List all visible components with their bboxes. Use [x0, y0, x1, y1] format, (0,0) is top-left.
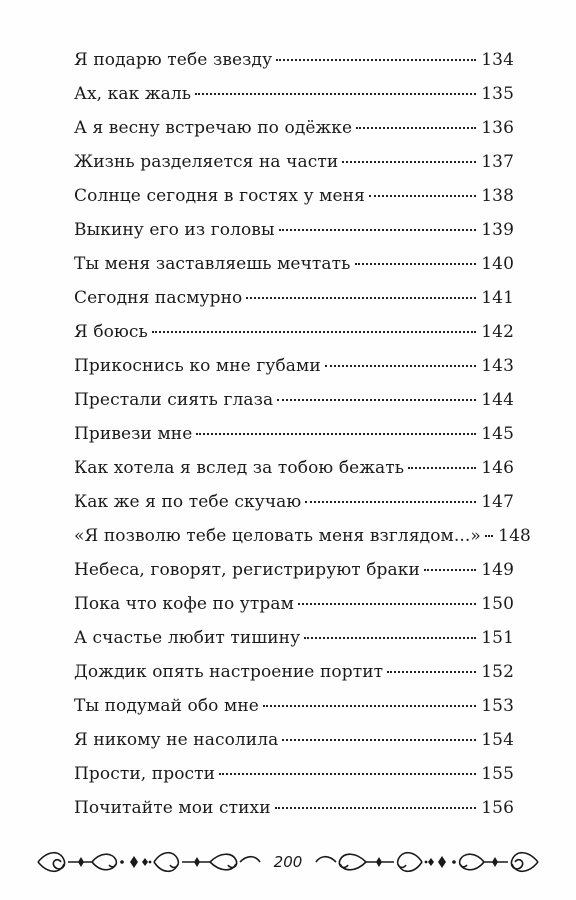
toc-entry-title: Жизнь разделяется на части [74, 152, 339, 172]
toc-entry-page-number: 136 [481, 118, 514, 138]
toc-entry [74, 458, 514, 492]
toc-entry-page-number: 147 [481, 492, 514, 512]
toc-entry [74, 84, 514, 118]
dot-leader [356, 127, 476, 129]
toc-entry-title: Небеса, говорят, регистрируют браки [74, 560, 420, 580]
toc-entry-page-number: 146 [481, 458, 514, 478]
dot-leader [277, 399, 476, 401]
toc-entry-page-number: 148 [498, 526, 531, 546]
toc-entry-title: Пока что кофе по утрам [74, 594, 294, 614]
dot-leader [355, 263, 476, 265]
table-of-contents [74, 50, 531, 832]
toc-entry-title: Ты подумай обо мне [74, 696, 259, 716]
dot-leader [342, 161, 476, 163]
dot-leader [282, 739, 476, 741]
dot-leader [304, 637, 476, 639]
toc-entry [74, 118, 514, 152]
toc-entry-title: Почитайте мои стихи [74, 798, 271, 818]
toc-entry [74, 288, 514, 322]
toc-entry-page-number: 142 [481, 322, 514, 342]
dot-leader [219, 773, 476, 775]
toc-entry-title: А счастье любит тишину [74, 628, 301, 648]
toc-entry-title: Как же я по тебе скучаю [74, 492, 302, 512]
toc-entry [74, 628, 514, 662]
toc-entry-title: Дождик опять настроение портит [74, 662, 384, 682]
toc-entry-page-number: 139 [481, 220, 514, 240]
dot-leader [424, 569, 476, 571]
toc-entry [74, 356, 514, 390]
toc-entry [74, 390, 514, 424]
toc-entry [74, 662, 514, 696]
toc-entry [74, 492, 514, 526]
toc-entry-title: А я весну встречаю по одёжке [74, 118, 353, 138]
dot-leader [195, 93, 476, 95]
toc-entry [74, 220, 514, 254]
toc-entry-title: Сегодня пасмурно [74, 288, 243, 308]
dot-leader [485, 535, 493, 537]
toc-entry-page-number: 138 [481, 186, 514, 206]
toc-entry-page-number: 144 [481, 390, 514, 410]
toc-entry-title: «Я позволю тебе целовать меня взглядом...» [74, 526, 481, 546]
toc-entry-title: Ты меня заставляешь мечтать [74, 254, 351, 274]
toc-entry-page-number: 151 [481, 628, 514, 648]
toc-entry [74, 764, 514, 798]
toc-entry [74, 560, 514, 594]
toc-entry-title: Выкину его из головы [74, 220, 275, 240]
toc-entry-title: Ах, как жаль [74, 84, 192, 104]
toc-entry-title: Привези мне [74, 424, 193, 444]
toc-entry [74, 254, 514, 288]
toc-entry-title: Прости, прости [74, 764, 216, 784]
toc-entry-page-number: 154 [481, 730, 514, 750]
dot-leader [298, 603, 476, 605]
toc-entry-title: Как хотела я вслед за тобою бежать [74, 458, 405, 478]
toc-entry [74, 594, 514, 628]
dot-leader [275, 807, 476, 809]
toc-entry [74, 424, 514, 458]
toc-entry-page-number: 145 [481, 424, 514, 444]
toc-entry [74, 696, 514, 730]
toc-entry-page-number: 140 [481, 254, 514, 274]
toc-entry [74, 526, 531, 560]
toc-entry-page-number: 152 [481, 662, 514, 682]
toc-entry [74, 730, 514, 764]
toc-entry-title: Прикоснись ко мне губами [74, 356, 321, 376]
toc-entry-page-number: 156 [481, 798, 514, 818]
toc-entry [74, 186, 514, 220]
toc-entry-title: Я боюсь [74, 322, 148, 342]
dot-leader [279, 229, 476, 231]
toc-entry-page-number: 153 [481, 696, 514, 716]
dot-leader [305, 501, 476, 503]
toc-entry-page-number: 141 [481, 288, 514, 308]
dot-leader [276, 59, 476, 61]
toc-entry-title: Я никому не насолила [74, 730, 279, 750]
dot-leader [246, 297, 476, 299]
page-number: 200 [273, 853, 303, 871]
toc-entry-page-number: 155 [481, 764, 514, 784]
dot-leader [369, 195, 476, 197]
flourish-ornament-icon [34, 844, 264, 880]
toc-entry-title: Солнце сегодня в гостях у меня [74, 186, 365, 206]
toc-entry-title: Я подарю тебе звезду [74, 50, 273, 70]
toc-entry-page-number: 149 [481, 560, 514, 580]
toc-entry [74, 798, 514, 832]
dot-leader [408, 467, 476, 469]
toc-entry-title: Престали сиять глаза [74, 390, 274, 410]
toc-entry-page-number: 135 [481, 84, 514, 104]
toc-entry [74, 50, 514, 84]
page-footer [30, 842, 546, 882]
dot-leader [387, 671, 476, 673]
toc-entry [74, 322, 514, 356]
dot-leader [263, 705, 476, 707]
toc-entry-page-number: 143 [481, 356, 514, 376]
flourish-ornament-icon [312, 844, 542, 880]
dot-leader [325, 365, 476, 367]
toc-entry-page-number: 150 [481, 594, 514, 614]
toc-entry-page-number: 137 [481, 152, 514, 172]
dot-leader [152, 331, 476, 333]
toc-entry [74, 152, 514, 186]
dot-leader [196, 433, 476, 435]
toc-entry-page-number: 134 [481, 50, 514, 70]
